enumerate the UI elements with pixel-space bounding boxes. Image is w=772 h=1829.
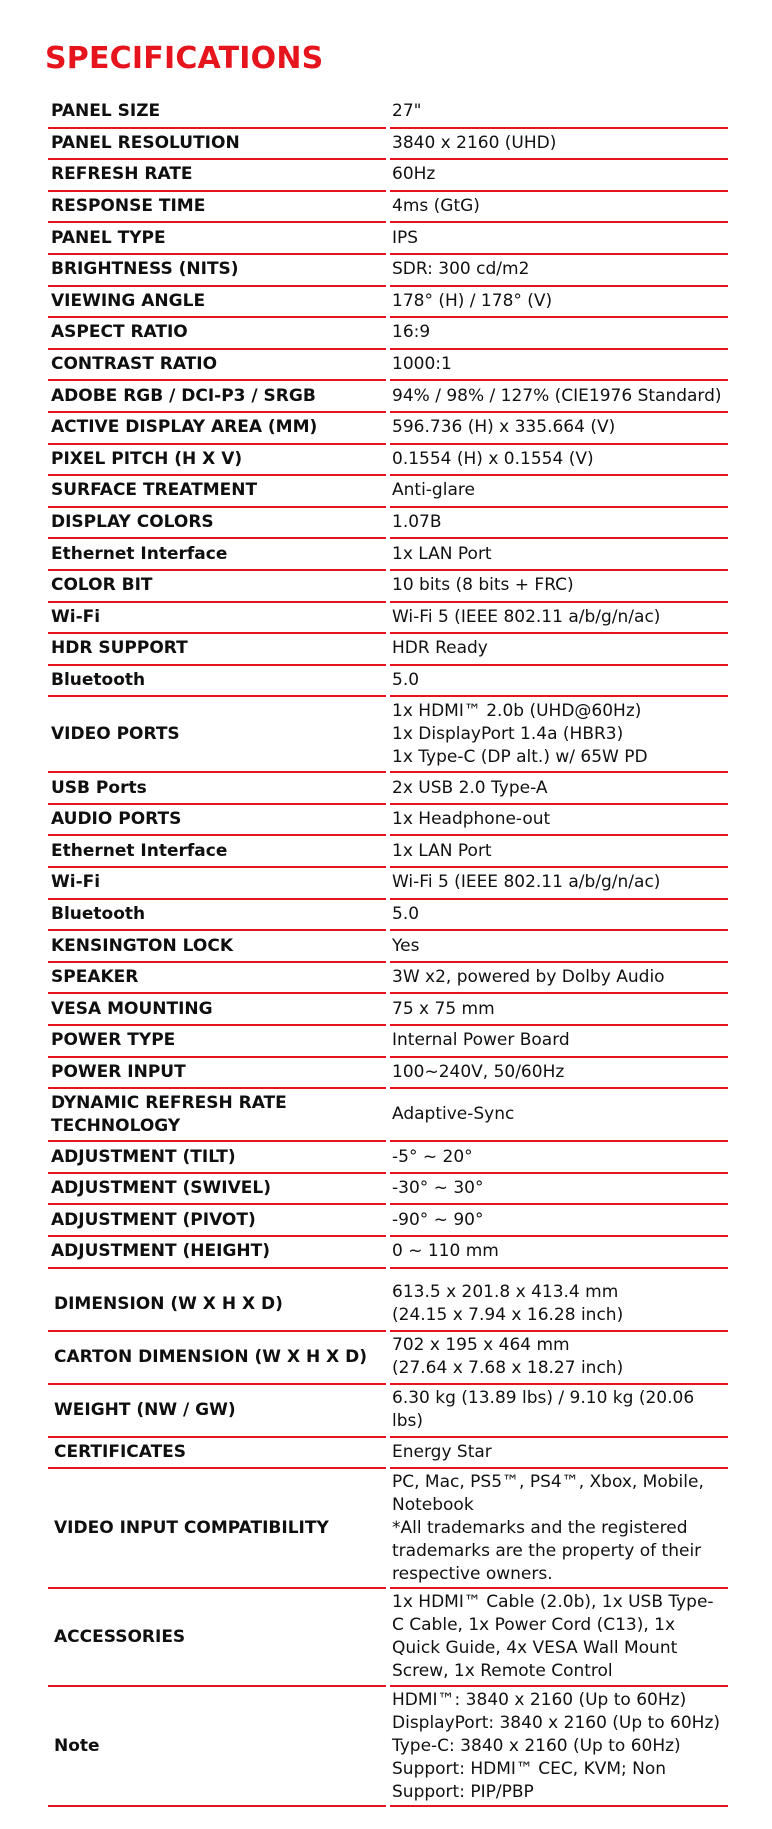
spec-row-usb-ports — [48, 773, 728, 805]
spec-row-bluetooth — [48, 666, 728, 698]
spec-row-panel-size — [48, 97, 728, 129]
spec-row-weight — [48, 1385, 728, 1438]
spec-value: SDR: 300 cd/m2 — [390, 255, 728, 287]
spec-row-power-input — [48, 1058, 728, 1090]
spec-label: VESA MOUNTING — [48, 994, 386, 1026]
spec-value: PC, Mac, PS5™, PS4™, Xbox, Mobile, Notebook *All trademarks and the registered trademarks are the property of their respective owners. — [390, 1469, 728, 1589]
spec-row-note — [48, 1687, 728, 1807]
spec-value: 178° (H) / 178° (V) — [390, 287, 728, 319]
spec-value: 1x LAN Port — [390, 836, 728, 868]
spec-row-carton-dimension — [48, 1332, 728, 1385]
spec-value: 2x USB 2.0 Type-A — [390, 773, 728, 805]
spec-label: SURFACE TREATMENT — [48, 476, 386, 508]
spec-value: Wi-Fi 5 (IEEE 802.11 a/b/g/n/ac) — [390, 603, 728, 635]
spec-label: DISPLAY COLORS — [48, 508, 386, 540]
spec-value: 16:9 — [390, 318, 728, 350]
spec-row-viewing-angle — [48, 287, 728, 319]
spec-label: CARTON DIMENSION (W X H X D) — [48, 1332, 386, 1385]
spec-value: 0.1554 (H) x 0.1554 (V) — [390, 445, 728, 477]
spec-label: DYNAMIC REFRESH RATE TECHNOLOGY — [48, 1089, 386, 1142]
spec-row-dynamic-refresh-rate — [48, 1089, 728, 1142]
spec-value: 1x Headphone-out — [390, 805, 728, 837]
spec-label: VIDEO INPUT COMPATIBILITY — [48, 1469, 386, 1589]
spec-row-aspect-ratio — [48, 318, 728, 350]
spec-value: 1x LAN Port — [390, 539, 728, 571]
spec-label: Ethernet Interface — [48, 539, 386, 571]
spec-label: CONTRAST RATIO — [48, 350, 386, 382]
spec-label: COLOR BIT — [48, 571, 386, 603]
spec-label: VIDEO PORTS — [48, 697, 386, 773]
spec-label: ADOBE RGB / DCI-P3 / SRGB — [48, 381, 386, 413]
spec-value: 27" — [390, 97, 728, 129]
spec-row-power-type — [48, 1026, 728, 1058]
spec-row-video-ports — [48, 697, 728, 773]
spec-value: HDMI™: 3840 x 2160 (Up to 60Hz) DisplayPort: 3840 x 2160 (Up to 60Hz) Type-C: 3840 x 2160 (Up to 60Hz) Support: HDMI™ CEC, KVM; Non Support: PIP/PBP — [390, 1687, 728, 1807]
spec-row-ethernet-interface — [48, 539, 728, 571]
spec-value: 10 bits (8 bits + FRC) — [390, 571, 728, 603]
spec-value: Yes — [390, 931, 728, 963]
spec-value: 60Hz — [390, 160, 728, 192]
spec-label: PIXEL PITCH (H X V) — [48, 445, 386, 477]
spec-label: ACCESSORIES — [48, 1589, 386, 1687]
spec-label: DIMENSION (W X H X D) — [48, 1279, 386, 1332]
spec-label: VIEWING ANGLE — [48, 287, 386, 319]
spec-row-active-display-area — [48, 413, 728, 445]
spec-row-audio-ports — [48, 805, 728, 837]
spec-row-brightness — [48, 255, 728, 287]
spec-value: -5° ~ 20° — [390, 1142, 728, 1174]
spec-row-adjustment-tilt — [48, 1142, 728, 1174]
spec-label: PANEL RESOLUTION — [48, 129, 386, 161]
spec-label: Ethernet Interface — [48, 836, 386, 868]
spec-table — [48, 97, 728, 1807]
spec-label: PANEL SIZE — [48, 97, 386, 129]
spec-label: Bluetooth — [48, 900, 386, 932]
spec-value: 100~240V, 50/60Hz — [390, 1058, 728, 1090]
spec-value: 0 ~ 110 mm — [390, 1237, 728, 1269]
spec-row-color-bit — [48, 571, 728, 603]
spec-row-bluetooth-2 — [48, 900, 728, 932]
spec-label: ADJUSTMENT (TILT) — [48, 1142, 386, 1174]
spec-row-speaker — [48, 963, 728, 995]
spec-value: HDR Ready — [390, 634, 728, 666]
spec-value: 1000:1 — [390, 350, 728, 382]
spec-row-ethernet-interface-2 — [48, 836, 728, 868]
spec-row-display-colors — [48, 508, 728, 540]
spec-value: Wi-Fi 5 (IEEE 802.11 a/b/g/n/ac) — [390, 868, 728, 900]
spec-row-panel-type — [48, 223, 728, 255]
spec-value: 613.5 x 201.8 x 413.4 mm (24.15 x 7.94 x 16.28 inch) — [390, 1279, 728, 1332]
spec-row-dimension — [48, 1279, 728, 1332]
spec-row-vesa-mounting — [48, 994, 728, 1026]
spec-label: RESPONSE TIME — [48, 192, 386, 224]
spec-row-adjustment-pivot — [48, 1205, 728, 1237]
spec-label: ASPECT RATIO — [48, 318, 386, 350]
spec-row-wifi-2 — [48, 868, 728, 900]
spec-label: ADJUSTMENT (PIVOT) — [48, 1205, 386, 1237]
spec-value: -90° ~ 90° — [390, 1205, 728, 1237]
spec-row-contrast-ratio — [48, 350, 728, 382]
spec-value: IPS — [390, 223, 728, 255]
spec-label: CERTIFICATES — [48, 1438, 386, 1470]
spec-value: 1x HDMI™ Cable (2.0b), 1x USB Type- C Cable, 1x Power Cord (C13), 1x Quick Guide, 4x VESA Wall Mount Screw, 1x Remote Control — [390, 1589, 728, 1687]
spec-value: 3W x2, powered by Dolby Audio — [390, 963, 728, 995]
spec-label: PANEL TYPE — [48, 223, 386, 255]
spec-value: 3840 x 2160 (UHD) — [390, 129, 728, 161]
spec-label: ADJUSTMENT (SWIVEL) — [48, 1174, 386, 1206]
section-gap — [48, 1269, 728, 1279]
spec-value: 702 x 195 x 464 mm (27.64 x 7.68 x 18.27 inch) — [390, 1332, 728, 1385]
spec-label: Note — [48, 1687, 386, 1807]
spec-row-response-time — [48, 192, 728, 224]
spec-row-adjustment-height — [48, 1237, 728, 1269]
spec-row-certificates — [48, 1438, 728, 1470]
spec-value: 75 x 75 mm — [390, 994, 728, 1026]
spec-value: 1.07B — [390, 508, 728, 540]
spec-label: AUDIO PORTS — [48, 805, 386, 837]
spec-value: 596.736 (H) x 335.664 (V) — [390, 413, 728, 445]
spec-value: 1x HDMI™ 2.0b (UHD@60Hz) 1x DisplayPort 1.4a (HBR3) 1x Type-C (DP alt.) w/ 65W PD — [390, 697, 728, 773]
spec-label: USB Ports — [48, 773, 386, 805]
spec-value: 5.0 — [390, 666, 728, 698]
spec-value: Internal Power Board — [390, 1026, 728, 1058]
spec-label: POWER TYPE — [48, 1026, 386, 1058]
spec-label: Bluetooth — [48, 666, 386, 698]
spec-row-panel-resolution — [48, 129, 728, 161]
spec-value: 6.30 kg (13.89 lbs) / 9.10 kg (20.06 lbs) — [390, 1385, 728, 1438]
spec-label: SPEAKER — [48, 963, 386, 995]
spec-label: REFRESH RATE — [48, 160, 386, 192]
spec-label: WEIGHT (NW / GW) — [48, 1385, 386, 1438]
spec-label: Wi-Fi — [48, 868, 386, 900]
spec-value: Adaptive-Sync — [390, 1089, 728, 1142]
spec-row-hdr-support — [48, 634, 728, 666]
spec-value: Anti-glare — [390, 476, 728, 508]
spec-label: HDR SUPPORT — [48, 634, 386, 666]
spec-label: Wi-Fi — [48, 603, 386, 635]
spec-value: -30° ~ 30° — [390, 1174, 728, 1206]
spec-value: 94% / 98% / 127% (CIE1976 Standard) — [390, 381, 728, 413]
spec-value: Energy Star — [390, 1438, 728, 1470]
spec-row-accessories — [48, 1589, 728, 1687]
spec-value: 4ms (GtG) — [390, 192, 728, 224]
spec-row-refresh-rate — [48, 160, 728, 192]
spec-row-pixel-pitch — [48, 445, 728, 477]
spec-row-surface-treatment — [48, 476, 728, 508]
spec-row-kensington-lock — [48, 931, 728, 963]
spec-label: KENSINGTON LOCK — [48, 931, 386, 963]
page-title: SPECIFICATIONS — [45, 41, 324, 76]
spec-row-wifi — [48, 603, 728, 635]
spec-label: POWER INPUT — [48, 1058, 386, 1090]
spec-row-color-gamut — [48, 381, 728, 413]
spec-row-adjustment-swivel — [48, 1174, 728, 1206]
spec-row-video-input-compatibility — [48, 1469, 728, 1589]
spec-label: BRIGHTNESS (NITS) — [48, 255, 386, 287]
spec-value: 5.0 — [390, 900, 728, 932]
spec-label: ADJUSTMENT (HEIGHT) — [48, 1237, 386, 1269]
spec-label: ACTIVE DISPLAY AREA (MM) — [48, 413, 386, 445]
